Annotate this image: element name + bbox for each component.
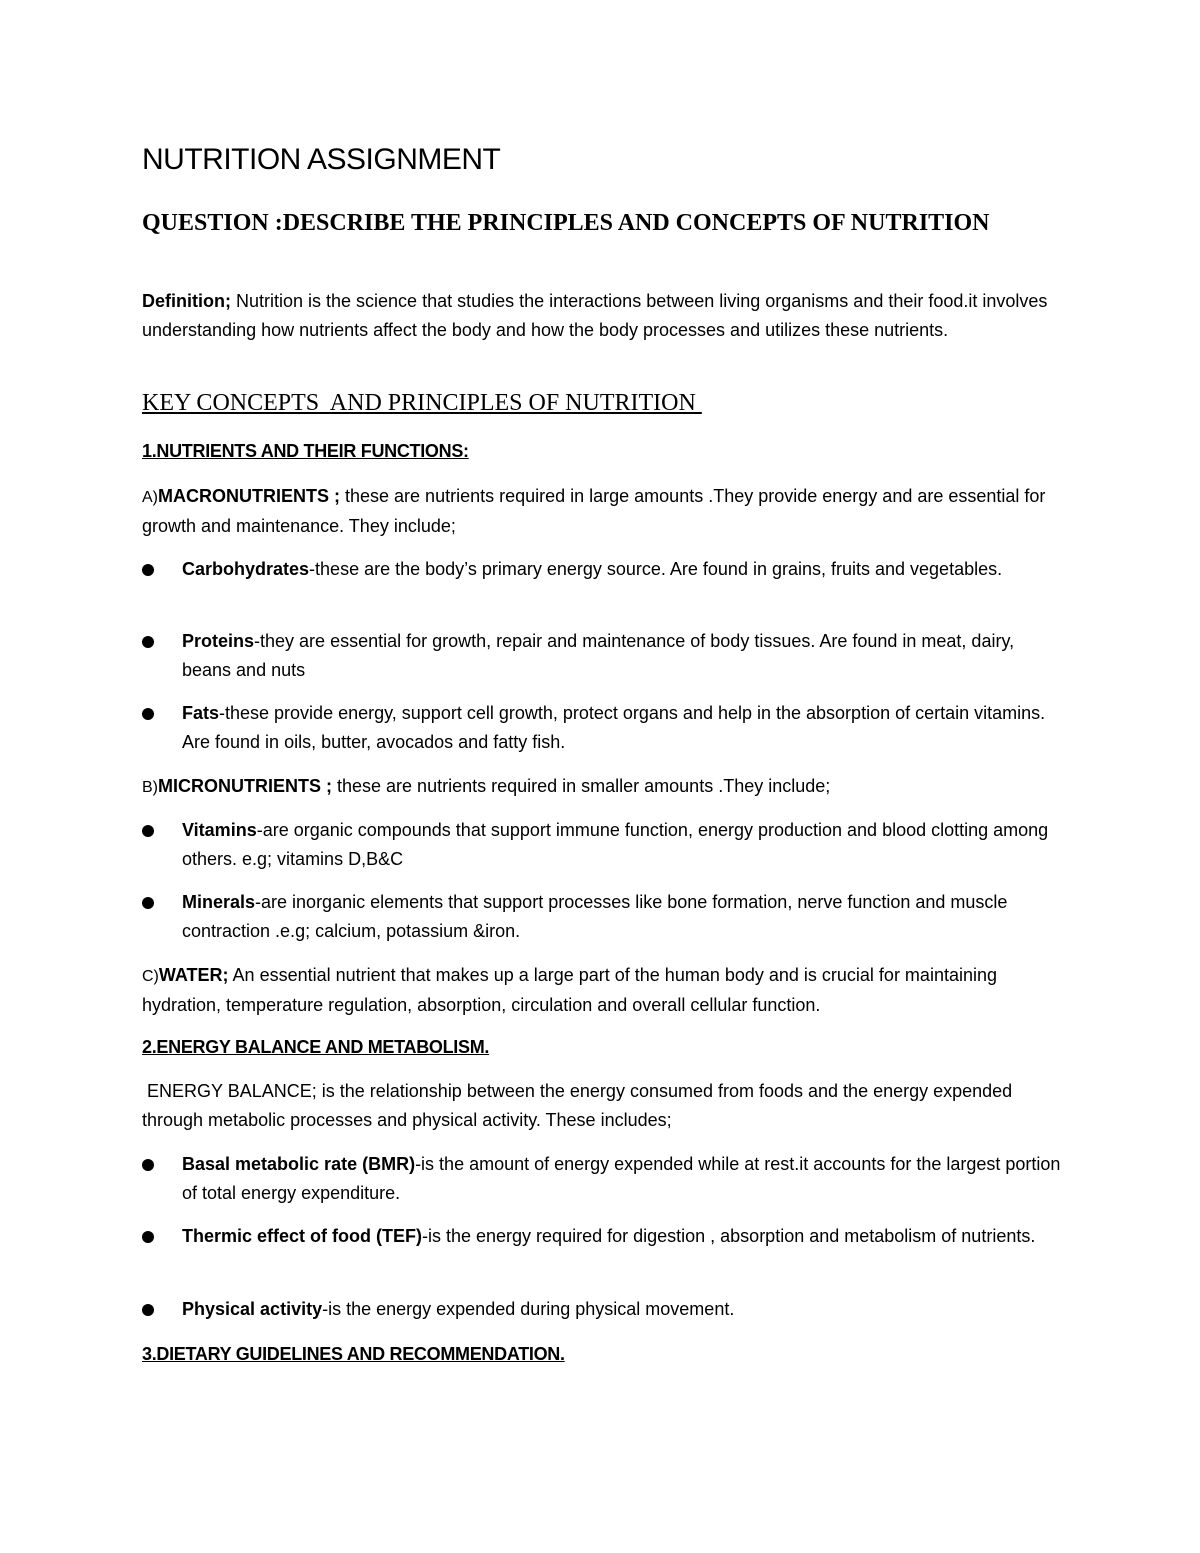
energy-balance-paragraph: ENERGY BALANCE; is the relationship between the energy consumed from foods and the energy expended through metabolic processes and physical activity. These includes; bbox=[142, 1081, 1018, 1130]
bullet-icon bbox=[142, 564, 154, 576]
item-label: Vitamins bbox=[182, 820, 257, 840]
item-text: -they are essential for growth, repair and maintenance of body tissues. Are found in meat, dairy, beans and nuts bbox=[182, 631, 1015, 680]
document-title: NUTRITION ASSIGNMENT bbox=[142, 143, 501, 176]
list-item-carbohydrates bbox=[142, 555, 1062, 584]
item-text: -is the amount of energy expended while at rest.it accounts for the largest portion of total energy expenditure. bbox=[182, 1154, 1061, 1203]
item-label: Proteins bbox=[182, 631, 255, 651]
water-paragraph bbox=[142, 961, 1072, 1020]
list-item-vitamins bbox=[142, 816, 1062, 874]
macro-prefix: A) bbox=[142, 489, 158, 506]
micro-prefix: B) bbox=[142, 779, 158, 796]
list-item-proteins bbox=[142, 627, 1062, 685]
micro-label: MICRONUTRIENTS ; bbox=[158, 776, 332, 796]
water-text: An essential nutrient that makes up a large part of the human body and is crucial for maintaining hydration, temperature regulation, absorption, circulation and overall cellular function. bbox=[142, 965, 997, 1015]
item-label: Carbohydrates bbox=[182, 559, 310, 579]
item-text: -are inorganic elements that support processes like bone formation, nerve function and muscle contraction .e.g; calcium, potassium &iron. bbox=[182, 892, 1008, 941]
bullet-icon bbox=[142, 708, 154, 720]
bullet-icon bbox=[142, 1231, 154, 1243]
bullet-icon bbox=[142, 897, 154, 909]
item-text: -is the energy required for digestion , absorption and metabolism of nutrients. bbox=[422, 1226, 1036, 1246]
list-item-bmr bbox=[142, 1150, 1062, 1208]
bullet-icon bbox=[142, 825, 154, 837]
water-prefix: C) bbox=[142, 968, 159, 985]
item-text: -these provide energy, support cell growth, protect organs and help in the absorption of certain vitamins. Are found in oils, butter, avocados and fatty fish. bbox=[182, 703, 1046, 752]
section-2-heading: 2.ENERGY BALANCE AND METABOLISM. bbox=[142, 1037, 490, 1057]
item-label: Physical activity bbox=[182, 1299, 323, 1319]
bullet-icon bbox=[142, 1304, 154, 1316]
item-text: -is the energy expended during physical movement. bbox=[322, 1299, 735, 1319]
definition-label: Definition; bbox=[142, 291, 231, 311]
list-item-minerals bbox=[142, 888, 1062, 946]
item-label: Minerals bbox=[182, 892, 256, 912]
macro-label: MACRONUTRIENTS ; bbox=[158, 486, 340, 506]
item-label: Basal metabolic rate (BMR) bbox=[182, 1154, 416, 1174]
item-text: -these are the body’s primary energy source. Are found in grains, fruits and vegetables. bbox=[309, 559, 1003, 579]
bullet-icon bbox=[142, 636, 154, 648]
definition-text: Nutrition is the science that studies the interactions between living organisms and their food.it involves understanding how nutrients affect the body and how the body processes and utilizes these nutrients. bbox=[142, 291, 1048, 340]
question-heading: QUESTION :DESCRIBE THE PRINCIPLES AND CONCEPTS OF NUTRITION bbox=[142, 210, 990, 236]
list-item-fats bbox=[142, 699, 1062, 757]
water-label: WATER; bbox=[158, 965, 229, 985]
item-label: Fats bbox=[182, 703, 220, 723]
section-3-heading: 3.DIETARY GUIDELINES AND RECOMMENDATION. bbox=[142, 1344, 565, 1364]
definition-paragraph bbox=[142, 287, 1072, 345]
list-item-tef bbox=[142, 1222, 1062, 1251]
key-concepts-heading: KEY CONCEPTS AND PRINCIPLES OF NUTRITION bbox=[142, 390, 702, 416]
micro-text: these are nutrients required in smaller amounts .They include; bbox=[332, 776, 831, 796]
macro-text: these are nutrients required in large amounts .They provide energy and are essential for growth and maintenance. They include; bbox=[142, 486, 1046, 536]
list-item-physical-activity bbox=[142, 1295, 1062, 1324]
item-text: -are organic compounds that support immune function, energy production and blood clotting among others. e.g; vitamins D,B&C bbox=[182, 820, 1049, 869]
section-1-heading: 1.NUTRIENTS AND THEIR FUNCTIONS: bbox=[142, 441, 469, 461]
item-label: Thermic effect of food (TEF) bbox=[182, 1226, 422, 1246]
micronutrients-paragraph bbox=[142, 772, 1072, 802]
bullet-icon bbox=[142, 1159, 154, 1171]
macronutrients-paragraph bbox=[142, 482, 1072, 541]
